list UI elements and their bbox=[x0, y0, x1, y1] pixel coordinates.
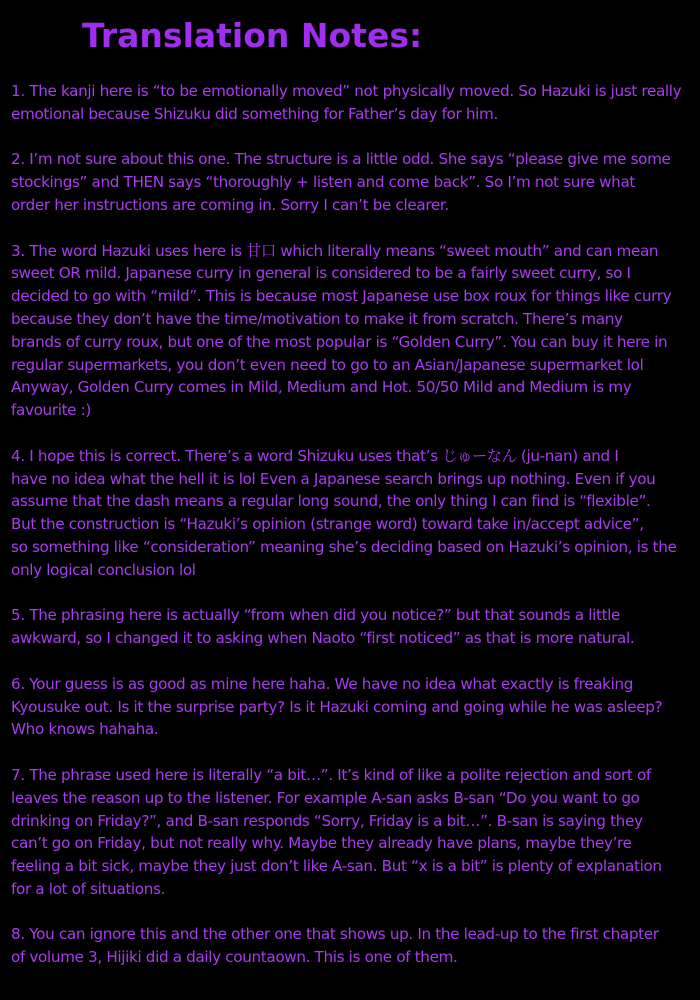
note-8 bbox=[11, 923, 691, 969]
note-line: of volume 3, Hijiki did a daily countaown. This is one of them. bbox=[11, 948, 458, 967]
note-line: 8. You can ignore this and the other one that shows up. In the lead-up to the first chapter bbox=[11, 925, 659, 944]
note-4 bbox=[11, 445, 691, 582]
note-line: assume that the dash means a regular long sound, the only thing I can find is “flexible”. bbox=[11, 492, 651, 511]
note-line: 5. The phrasing here is actually “from when did you notice?” but that sounds a little bbox=[11, 606, 621, 625]
note-line: order her instructions are coming in. Sorry I can’t be clearer. bbox=[11, 195, 449, 214]
note-line: because they don’t have the time/motivation to make it from scratch. There’s many bbox=[11, 309, 623, 328]
note-7 bbox=[11, 764, 691, 901]
note-6 bbox=[11, 673, 691, 741]
note-line: stockings” and THEN says “thoroughly + listen and come back”. So I’m not sure what bbox=[11, 173, 635, 192]
note-line: can’t go on Friday, but not really why. Maybe they already have plans, maybe they’re bbox=[11, 834, 632, 853]
note-5 bbox=[11, 604, 691, 650]
note-line: regular supermarkets, you don’t even need to go to an Asian/Japanese supermarket lol bbox=[11, 355, 644, 374]
note-line: 2. I’m not sure about this one. The structure is a little odd. She says “please give me some bbox=[11, 150, 671, 169]
note-line: Kyousuke out. Is it the surprise party? Is it Hazuki coming and going while he was asleep? bbox=[11, 697, 663, 716]
note-line: But the construction is “Hazuki’s opinion (strange word) toward take in/accept advice”, bbox=[11, 515, 644, 534]
note-line: feeling a bit sick, maybe they just don’t like A-san. But “x is a bit” is plenty of explanation bbox=[11, 857, 662, 876]
note-line: 1. The kanji here is “to be emotionally moved” not physically moved. So Hazuki is just really bbox=[11, 82, 682, 100]
note-line: 4. I hope this is correct. There’s a word Shizuku uses that’s じゅーなん (ju-nan) and I bbox=[11, 446, 619, 465]
note-line: emotional because Shizuku did something for Father’s day for him. bbox=[11, 104, 498, 123]
note-1 bbox=[11, 80, 691, 126]
notes-list bbox=[11, 80, 691, 992]
note-line: only logical conclusion lol bbox=[11, 560, 196, 579]
note-line: awkward, so I changed it to asking when Naoto “first noticed” as that is more natural. bbox=[11, 629, 635, 648]
note-line: have no idea what the hell it is lol Even a Japanese search brings up nothing. Even if you bbox=[11, 469, 656, 488]
note-3 bbox=[11, 240, 691, 422]
page-title: Translation Notes: bbox=[82, 16, 423, 55]
note-line: so something like “consideration” meaning she’s deciding based on Hazuki’s opinion, is the bbox=[11, 537, 677, 556]
note-line: for a lot of situations. bbox=[11, 879, 166, 898]
note-line: favourite :) bbox=[11, 401, 91, 420]
note-line: Who knows hahaha. bbox=[11, 720, 159, 739]
note-2 bbox=[11, 148, 691, 216]
note-line: brands of curry roux, but one of the most popular is “Golden Curry”. You can buy it here in bbox=[11, 332, 668, 351]
note-line: sweet OR mild. Japanese curry in general is considered to be a fairly sweet curry, so I bbox=[11, 264, 631, 283]
note-line: Anyway, Golden Curry comes in Mild, Medium and Hot. 50/50 Mild and Medium is my bbox=[11, 378, 632, 397]
note-line: 7. The phrase used here is literally “a bit…”. It’s kind of like a polite rejection and sort of bbox=[11, 765, 651, 784]
note-line: 3. The word Hazuki uses here is 甘口 which literally means “sweet mouth” and can mean bbox=[11, 241, 659, 260]
note-line: drinking on Friday?”, and B-san responds “Sorry, Friday is a bit…”. B-san is saying they bbox=[11, 811, 643, 830]
note-line: decided to go with “mild”. This is because most Japanese use box roux for things like curry bbox=[11, 287, 672, 306]
note-line: leaves the reason up to the listener. For example A-san asks B-san “Do you want to go bbox=[11, 788, 640, 807]
note-line: 6. Your guess is as good as mine here haha. We have no idea what exactly is freaking bbox=[11, 674, 634, 693]
